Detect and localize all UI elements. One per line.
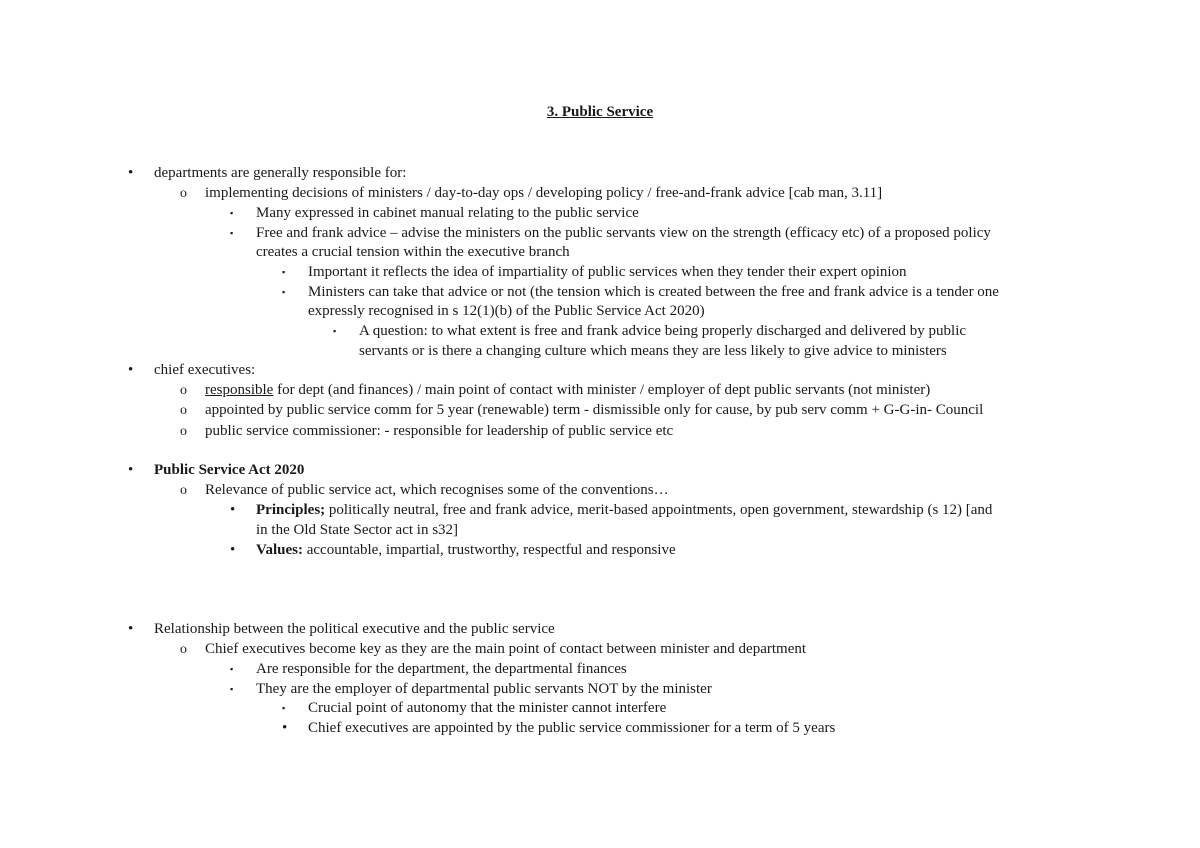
values-label: Values:: [256, 542, 303, 558]
bullet-circle-icon: o: [180, 383, 187, 398]
bullet-disc-icon: •: [230, 542, 236, 558]
bullet-circle-icon: o: [180, 403, 187, 418]
bullet-square-icon: ▪: [230, 228, 234, 238]
bullet-circle-icon: o: [180, 642, 187, 657]
bullet-square-icon: ▪: [230, 684, 234, 694]
list-item-text: Ministers can take that advice or not (the tension which is created between the free and frank advice is a tender one: [308, 284, 999, 300]
list-item-text-rest: for dept (and finances) / main point of contact with minister / employer of dept public servants (not minister): [273, 382, 931, 398]
list-item-text: servants or is there a changing culture which means they are less likely to give advice to ministers: [359, 343, 947, 359]
list-item-text: A question: to what extent is free and frank advice being properly discharged and delivered by public: [359, 323, 967, 339]
list-item-text: [256, 501, 992, 521]
list-item-text: Relevance of public service act, which recognises some of the conventions…: [205, 482, 669, 498]
page-title: 3. Public Service: [546, 104, 654, 120]
list-item-text: Chief executives become key as they are the main point of contact between minister and department: [205, 641, 807, 657]
list-item-text: expressly recognised in s 12(1)(b) of the Public Service Act 2020): [308, 303, 705, 319]
list-item-text: in the Old State Sector act in s32]: [256, 522, 459, 538]
list-item-text: Crucial point of autonomy that the minister cannot interfere: [308, 700, 667, 716]
list-item-text: Many expressed in cabinet manual relating to the public service: [256, 205, 639, 221]
list-item-text: Chief executives are appointed by the public service commissioner for a term of 5 years: [308, 720, 836, 736]
bullet-square-icon: ▪: [282, 703, 286, 713]
list-item-text: [256, 541, 676, 561]
bullet-circle-icon: o: [180, 424, 187, 439]
bullet-square-icon: ▪: [333, 326, 337, 336]
bullet-square-icon: ▪: [282, 287, 286, 297]
bullet-circle-icon: o: [180, 483, 187, 498]
underlined-term: responsible: [205, 382, 274, 398]
list-item-text: implementing decisions of ministers / day-to-day ops / developing policy / free-and-frank advice [cab man, 3.11]: [205, 185, 883, 201]
values-text: accountable, impartial, trustworthy, respectful and responsive: [302, 542, 676, 558]
list-item-text: Free and frank advice – advise the ministers on the public servants view on the strength (efficacy etc) of a proposed policy: [256, 225, 991, 241]
list-item-text: chief executives:: [154, 362, 256, 378]
principles-text: politically neutral, free and frank advice, merit-based appointments, open government, stewardship (s 12) [and: [325, 502, 993, 518]
bullet-disc-icon: •: [282, 720, 288, 736]
list-item-text: departments are generally responsible for:: [154, 165, 407, 181]
list-item-text: Important it reflects the idea of impartiality of public services when they tender their expert opinion: [308, 264, 907, 280]
list-item-text: They are the employer of departmental public servants NOT by the minister: [256, 681, 712, 697]
bullet-circle-icon: o: [180, 186, 187, 201]
list-item-heading: Public Service Act 2020: [154, 462, 305, 478]
list-item-text: creates a crucial tension within the executive branch: [256, 244, 570, 260]
bullet-disc-icon: •: [128, 165, 134, 181]
bullet-square-icon: ▪: [282, 267, 286, 277]
list-item-text: Are responsible for the department, the departmental finances: [256, 661, 627, 677]
bullet-disc-icon: •: [230, 502, 236, 518]
list-item-text: appointed by public service comm for 5 year (renewable) term - dismissible only for cause, by pub serv comm + G-G-in- Council: [205, 402, 984, 418]
list-item-text: [205, 381, 930, 401]
bullet-disc-icon: •: [128, 462, 134, 478]
bullet-disc-icon: •: [128, 362, 134, 378]
bullet-disc-icon: •: [128, 621, 134, 637]
bullet-square-icon: ▪: [230, 208, 234, 218]
list-item-text: public service commissioner: - responsible for leadership of public service etc: [205, 423, 674, 439]
bullet-square-icon: ▪: [230, 664, 234, 674]
list-item-text: Relationship between the political executive and the public service: [154, 621, 555, 637]
principles-label: Principles;: [256, 502, 326, 518]
